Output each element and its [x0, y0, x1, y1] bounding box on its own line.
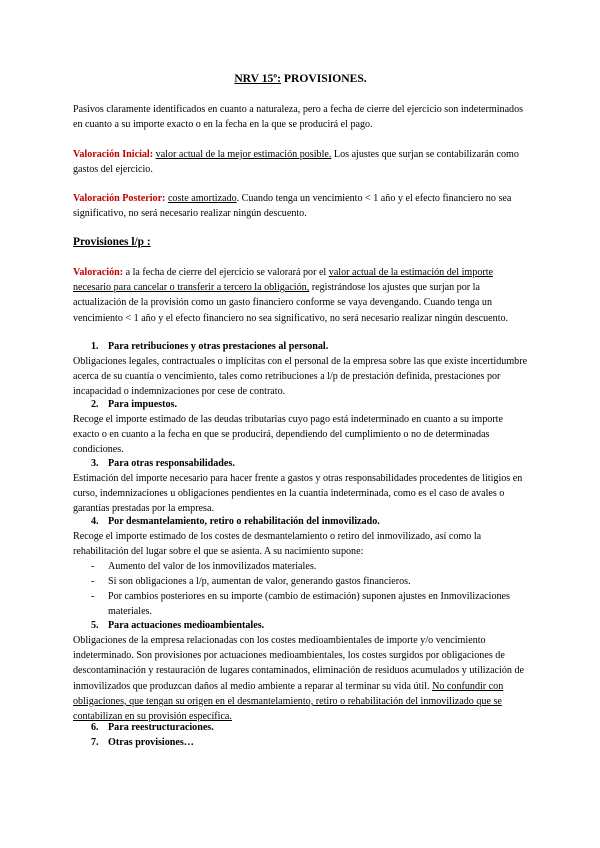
- valoracion-inicial-label: Valoración Inicial:: [73, 149, 154, 160]
- item-2-title-text: Para impuestos.: [108, 399, 177, 410]
- item-5-text-plain: Obligaciones de la empresa relacionadas con los costes medioambientales de importe y/o vencimiento indeterminado. Son provisiones por actuaciones medioambientales, los costes surgidos por obligaciones de descontaminación y restauración de lugares contaminados, eliminación de residuos acumulados y utilización de inmovilizados que produzcan daños al medio ambiente a reparar al terminar su vida útil.: [73, 635, 524, 692]
- valoracion-inicial-rest: Los ajustes que surjan se contabilizarán como gastos del ejercicio.: [73, 149, 519, 176]
- item-2-number: 2.: [91, 399, 99, 410]
- item-3-title: [91, 456, 235, 471]
- item-4-title-text: Por desmantelamiento, retiro o rehabilitación del inmovilizado.: [108, 516, 380, 527]
- item-1-number: 1.: [91, 341, 99, 352]
- item-4-bullet-text: Si son obligaciones a l/p, aumentan de valor, generando gastos financieros.: [108, 576, 411, 587]
- item-5-text-underlined: No confundir con obligaciones, que tengan su origen en el desmantelamiento, retiro o rehabilitación del inmovilizado que se contabilizan en su provisión específica.: [73, 680, 504, 723]
- item-3-title-text: Para otras responsabilidades.: [108, 458, 235, 469]
- valoracion-rest: registrándose los ajustes que surjan por la actualización de la provisión como un gasto financiero conforme se vaya devengando. Cuando tenga un vencimiento < 1 año y el efecto financiero no sea significativo, no será necesario realizar ningún descuento.: [73, 282, 509, 324]
- item-3-text: Estimación del importe necesario para hacer frente a gastos y otras responsabilidades procedentes de litigios en curso, indemnizaciones u obligaciones pendientes en la cuantía indeterminada, como es el caso de avales o garantías prestadas por la empresa.: [73, 473, 523, 515]
- item-5-title: [91, 618, 264, 633]
- item-5-text: [73, 633, 528, 724]
- intro-paragraph: Pasivos claramente identificados en cuanto a naturaleza, pero a fecha de cierre del ejercicio son indeterminados en cuanto a su importe exacto o en la fecha en la que se producirá el pago.: [73, 104, 524, 131]
- item-1-title-text: Para retribuciones y otras prestaciones al personal.: [108, 341, 329, 352]
- page-title: [73, 71, 528, 86]
- item-2-text: Recoge el importe estimado de las deudas tributarias cuyo pago está indeterminado en cuanto a su importe exacto o en cuanto a la fecha en que se producirá, dependiendo del cumplimiento o no de determinadas condiciones.: [73, 414, 503, 456]
- item-1-title: [91, 339, 328, 354]
- item-5-title-text: Para actuaciones medioambientales.: [108, 620, 265, 631]
- item-6-title-text: Para reestructuraciones.: [108, 722, 214, 733]
- provisiones-lp-heading: Provisiones l/p :: [73, 236, 151, 248]
- item-4-bullet-text: Por cambios posteriores en su importe (cambio de estimación) suponen ajustes en Inmovilizaciones materiales.: [108, 591, 510, 618]
- item-6-number: 6.: [91, 722, 99, 733]
- item-4-text: Recoge el importe estimado de los costes de desmantelamiento o retiro del inmovilizado, así como la rehabilitación del lugar sobre el que se asienta. A su nacimiento supone:: [73, 531, 482, 558]
- valoracion-inicial-paragraph: [73, 147, 528, 177]
- item-4-bullet-text: Aumento del valor de los inmovilizados materiales.: [108, 561, 317, 572]
- valoracion-posterior-underlined: coste amortizado: [167, 193, 237, 204]
- valoracion-underlined: valor actual de la estimación del importe necesario para cancelar o transferir a tercero la obligación,: [73, 267, 494, 294]
- item-4-title: [91, 514, 380, 529]
- item-7-title-text: Otras provisiones…: [108, 737, 194, 748]
- valoracion-label: Valoración:: [73, 267, 124, 278]
- item-6-title: [91, 720, 214, 735]
- title-prefix: NRV 15º:: [234, 72, 281, 85]
- item-7-number: 7.: [91, 737, 99, 748]
- item-5-number: 5.: [91, 620, 99, 631]
- item-1-text: Obligaciones legales, contractuales o implícitas con el personal de la empresa sobre las que existe incertidumbre acerca de su cuantía o vencimiento, tales como retribuciones a l/p de prestación definida, prestaciones por incapacidad o indemnizaciones por cese de contrato.: [73, 356, 528, 398]
- valoracion-posterior-paragraph: [73, 191, 528, 221]
- item-3-number: 3.: [91, 458, 99, 469]
- valoracion-pre: a la fecha de cierre del ejercicio se valorará por el: [123, 267, 329, 278]
- valoracion-inicial-underlined: valor actual de la mejor estimación posible.: [155, 149, 332, 160]
- title-rest: PROVISIONES.: [281, 72, 367, 85]
- item-2-title: [91, 397, 177, 412]
- valoracion-posterior-label: Valoración Posterior:: [73, 193, 166, 204]
- valoracion-posterior-rest: . Cuando tenga un vencimiento < 1 año y el efecto financiero no sea significativo, no será necesario realizar ningún descuento.: [73, 193, 512, 220]
- valoracion-paragraph: [73, 265, 528, 326]
- item-4-number: 4.: [91, 516, 99, 527]
- item-7-title: [91, 735, 194, 750]
